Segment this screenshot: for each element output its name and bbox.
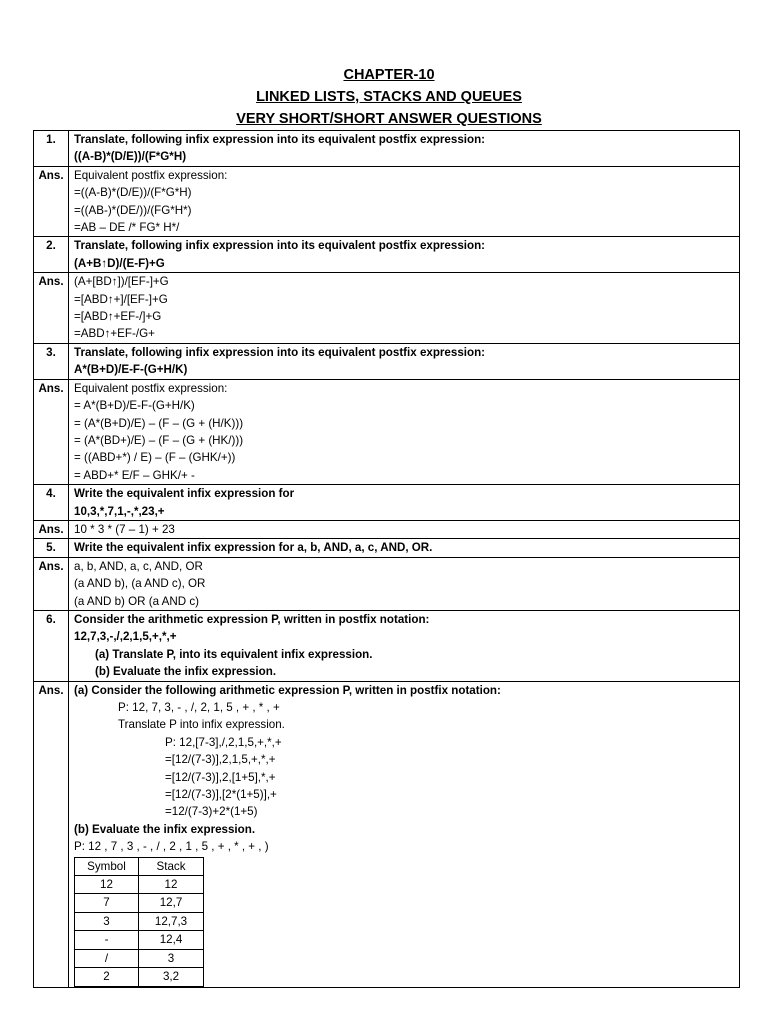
- question-expression: (A+B↑D)/(E-F)+G: [74, 256, 165, 270]
- stack-cell: 3: [139, 949, 204, 967]
- answer-line: (A+[BD↑])/[EF-]+G: [74, 275, 169, 289]
- question-text: [69, 131, 740, 167]
- question-expression: 10,3,*,7,1,-,*,23,+: [74, 504, 165, 518]
- stack-table: [74, 857, 204, 987]
- question-line: Translate, following infix expression into its equivalent postfix expression:: [74, 133, 486, 146]
- question-text: [69, 610, 740, 681]
- answer-line: = (A*(BD+)/E) – (F – (G + (HK/))): [74, 433, 244, 447]
- answer-part-heading: (a) Consider the following arithmetic expression P, written in postfix notation:: [74, 683, 501, 697]
- symbol-cell: -: [75, 931, 139, 949]
- question-text: [69, 539, 740, 557]
- question-row-6: [34, 610, 740, 681]
- answer-text: [69, 520, 740, 538]
- question-subpart: (b) Evaluate the infix expression.: [95, 665, 277, 679]
- question-number: 6.: [34, 610, 69, 681]
- question-expression: 12,7,3,-,/,2,1,5,+,*,+: [74, 630, 177, 644]
- table-row: [75, 968, 204, 986]
- symbol-cell: 2: [75, 968, 139, 986]
- question-number: 1.: [34, 131, 69, 167]
- question-expression: ((A-B)*(D/E))/(F*G*H): [74, 150, 187, 164]
- answer-line: =AB – DE /* FG* H*/: [74, 221, 180, 235]
- table-row: [75, 912, 204, 930]
- answer-row-3: [34, 379, 740, 484]
- answer-line: 10 * 3 * (7 – 1) + 23: [74, 522, 175, 536]
- answer-part-heading: (b) Evaluate the infix expression.: [74, 822, 256, 836]
- answer-step: =[12/(7-3)],[2*(1+5)],+: [165, 788, 277, 802]
- answer-line: =[ABD↑+EF-/]+G: [74, 310, 162, 324]
- answer-row-6: [34, 681, 740, 987]
- answer-label: Ans.: [34, 379, 69, 484]
- answer-text: [69, 166, 740, 237]
- column-header: Stack: [139, 857, 204, 875]
- table-row: [75, 931, 204, 949]
- answer-step: =[12/(7-3)],2,1,5,+,*,+: [165, 753, 276, 767]
- answer-row-1: [34, 166, 740, 237]
- question-row-2: [34, 237, 740, 273]
- answer-line: =ABD↑+EF-/G+: [74, 327, 155, 341]
- stack-cell: 12,4: [139, 931, 204, 949]
- section-title: VERY SHORT/SHORT ANSWER QUESTIONS: [236, 111, 542, 127]
- page-header: [0, 64, 768, 130]
- stack-cell: 3,2: [139, 968, 204, 986]
- stack-table-header: [75, 857, 204, 875]
- question-number: 5.: [34, 539, 69, 557]
- answer-line: =((AB-)*(DE/))/(FG*H*): [74, 203, 192, 217]
- symbol-cell: /: [75, 949, 139, 967]
- chapter-title: LINKED LISTS, STACKS AND QUEUES: [256, 89, 522, 105]
- answer-line: Equivalent postfix expression:: [74, 168, 228, 182]
- question-number: 3.: [34, 343, 69, 379]
- symbol-cell: 12: [75, 876, 139, 894]
- chapter-heading: CHAPTER-10: [343, 67, 435, 83]
- answer-label: Ans.: [34, 166, 69, 237]
- answer-line: Translate P into infix expression.: [118, 718, 285, 732]
- answer-row-5: [34, 557, 740, 610]
- answer-line: P: 12, 7, 3, - , /, 2, 1, 5 , + , * , +: [118, 701, 280, 714]
- question-text: [69, 485, 740, 521]
- question-number: 2.: [34, 237, 69, 273]
- question-row-3: [34, 343, 740, 379]
- question-number: 4.: [34, 485, 69, 521]
- answer-row-2: [34, 273, 740, 344]
- question-text: [69, 343, 740, 379]
- question-line: Write the equivalent infix expression for a, b, AND, a, c, AND, OR.: [74, 541, 433, 555]
- answer-line: = ((ABD+*) / E) – (F – (GHK/+)): [74, 451, 236, 465]
- answer-text: [69, 273, 740, 344]
- answer-line: = ABD+* E/F – GHK/+ -: [74, 468, 195, 482]
- question-line: Consider the arithmetic expression P, written in postfix notation:: [74, 612, 430, 626]
- answer-label: Ans.: [34, 557, 69, 610]
- answer-label: Ans.: [34, 681, 69, 987]
- answer-line: =[ABD↑+]/[EF-]+G: [74, 292, 168, 306]
- answer-row-4: [34, 520, 740, 538]
- question-row-1: [34, 131, 740, 167]
- question-row-4: [34, 485, 740, 521]
- table-row: [75, 894, 204, 912]
- question-row-5: [34, 539, 740, 557]
- question-expression: A*(B+D)/E-F-(G+H/K): [74, 363, 188, 377]
- answer-line: (a AND b), (a AND c), OR: [74, 577, 206, 591]
- question-line: Translate, following infix expression into its equivalent postfix expression:: [74, 345, 486, 359]
- answer-label: Ans.: [34, 520, 69, 538]
- column-header: Symbol: [75, 857, 139, 875]
- stack-cell: 12,7: [139, 894, 204, 912]
- symbol-cell: 3: [75, 912, 139, 930]
- answer-line: =((A-B)*(D/E))/(F*G*H): [74, 186, 192, 200]
- answer-text: [69, 379, 740, 484]
- answer-step: =[12/(7-3)],2,[1+5],*,+: [165, 770, 276, 784]
- answer-text: [69, 681, 740, 987]
- answer-line: = (A*(B+D)/E) – (F – (G + (H/K))): [74, 416, 244, 430]
- answer-line: P: 12 , 7 , 3 , - , / , 2 , 1 , 5 , + , * , + , ): [74, 840, 269, 854]
- stack-cell: 12,7,3: [139, 912, 204, 930]
- question-subpart: (a) Translate P, into its equivalent infix expression.: [95, 647, 373, 661]
- qa-table: [33, 130, 740, 988]
- question-line: Write the equivalent infix expression for: [74, 487, 295, 501]
- answer-line: (a AND b) OR (a AND c): [74, 594, 199, 608]
- answer-line: = A*(B+D)/E-F-(G+H/K): [74, 399, 195, 413]
- stack-cell: 12: [139, 876, 204, 894]
- answer-line: Equivalent postfix expression:: [74, 381, 228, 395]
- answer-label: Ans.: [34, 273, 69, 344]
- table-row: [75, 949, 204, 967]
- answer-step: P: 12,[7-3],/,2,1,5,+,*,+: [165, 735, 282, 749]
- answer-step: =12/(7-3)+2*(1+5): [165, 805, 258, 819]
- answer-line: a, b, AND, a, c, AND, OR: [74, 559, 203, 573]
- question-line: Translate, following infix expression into its equivalent postfix expression:: [74, 239, 486, 253]
- symbol-cell: 7: [75, 894, 139, 912]
- answer-text: [69, 557, 740, 610]
- table-row: [75, 876, 204, 894]
- question-text: [69, 237, 740, 273]
